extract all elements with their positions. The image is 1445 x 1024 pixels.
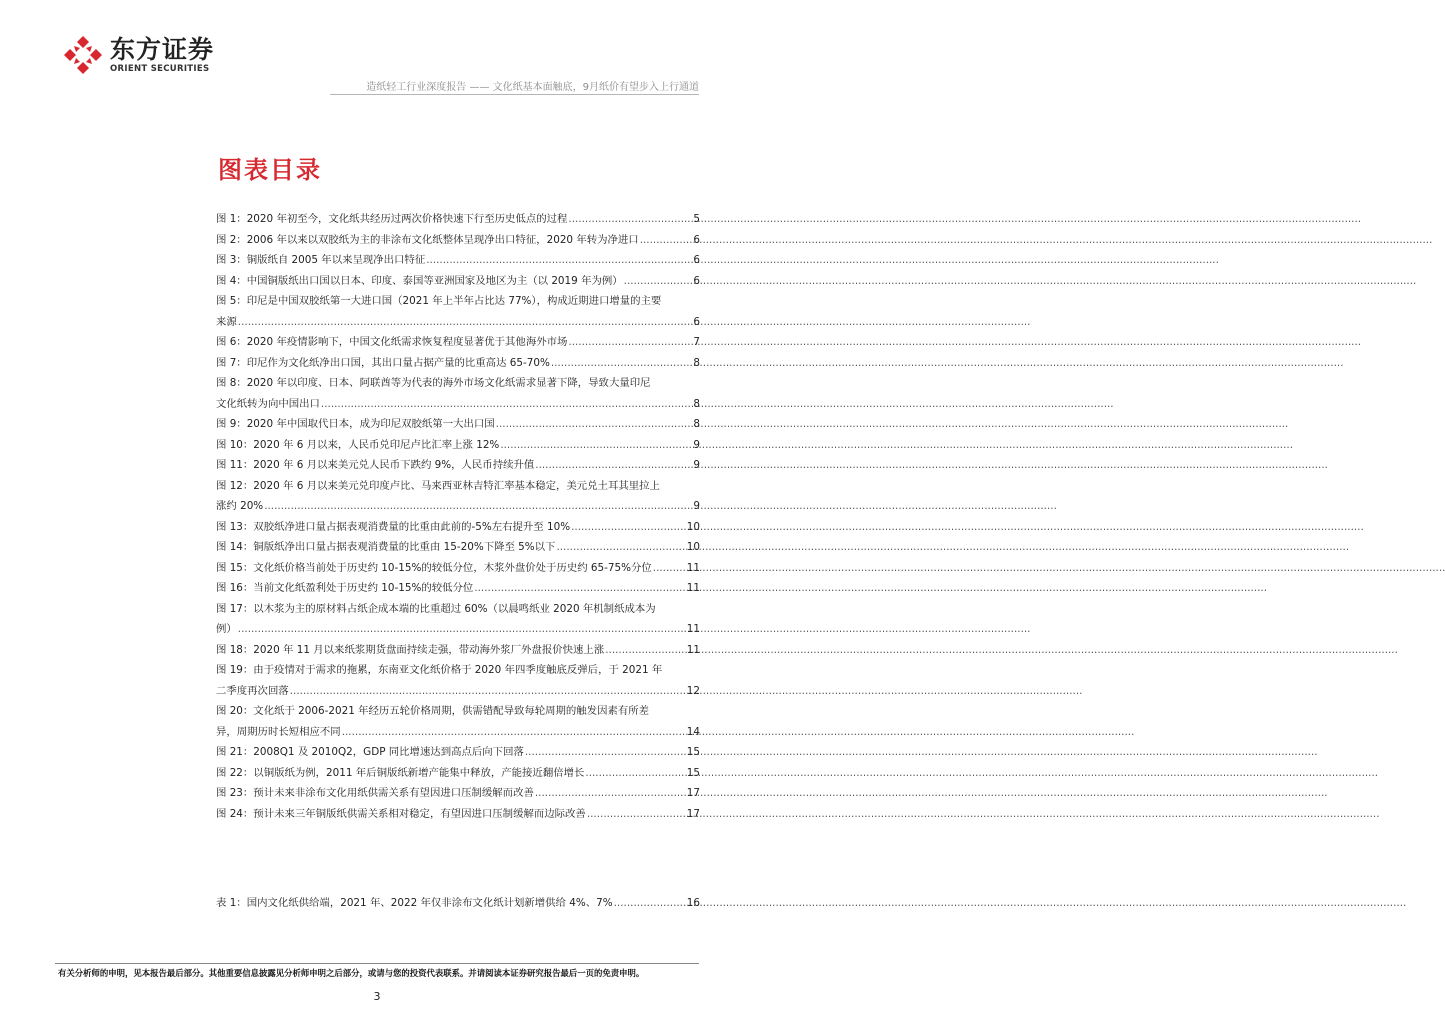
dot-leader [321, 394, 692, 415]
toc-entry[interactable] [216, 250, 700, 271]
toc-entry-page: 10 [686, 541, 700, 553]
toc-entry-text-line1: 图 17：以木浆为主的原材料占纸企成本端的比重超过 60%（以晨鸣纸业 2020 年机制纸成本为 [216, 602, 656, 615]
toc-entry-page: 6 [693, 254, 700, 266]
toc-entry[interactable] [216, 209, 700, 230]
toc-entry-text: 图 1：2020 年初至今，文化纸共经历过两次价格快速下行至历史低点的过程 [216, 213, 568, 225]
toc-entry[interactable] [216, 893, 700, 914]
toc-entry-page: 12 [686, 684, 700, 697]
dot-leader [496, 414, 693, 435]
dot-leader [535, 455, 692, 476]
toc-entry-text: 图 11：2020 年 6 月以来美元兑人民币下跌约 9%，人民币持续升值 [216, 459, 535, 471]
toc-entry-text: 图 18：2020 年 11 月以来纸浆期货盘面持续走强，带动海外浆厂外盘报价快速上涨 [216, 643, 605, 656]
toc-entry-text: 图 16：当前文化纸盈利处于历史约 10-15%的较低分位 [216, 582, 474, 594]
toc-entry-text: 文化纸转为向中国出口 [216, 397, 320, 410]
toc-entry-page: 9 [693, 500, 700, 512]
toc-entry[interactable] [216, 332, 700, 353]
toc-entry-text: 图 7：印尼作为文化纸净出口国，其出口量占据产量的比重高达 65-70% [216, 356, 550, 369]
dot-leader [587, 804, 686, 825]
toc-entry-page: 6 [693, 315, 700, 328]
toc-entry[interactable] [216, 476, 700, 517]
toc-entry-text: 图 23：预计未来非涂布文化用纸供需关系有望因进口压制缓解而改善 [216, 787, 534, 799]
toc-entry[interactable] [216, 783, 700, 804]
toc-entry-page: 16 [686, 897, 700, 909]
toc-entry-page: 10 [686, 520, 700, 533]
toc-entry[interactable] [216, 578, 700, 599]
dot-leader [525, 742, 686, 763]
dot-leader [653, 558, 686, 579]
toc-entry[interactable] [216, 455, 700, 476]
brand-name-cn: 东方证券 [110, 35, 215, 64]
toc-entry-text-line1: 图 5：印尼是中国双胶纸第一大进口国（2021 年上半年占比达 77%），构成近期进口增量的主要 [216, 295, 662, 307]
toc-entry-text: 异，周期历时长短相应不同 [216, 725, 341, 738]
dot-leader [585, 763, 685, 784]
toc-entry-page: 14 [686, 725, 700, 738]
toc-entry-text: 来源 [216, 315, 237, 328]
toc-entry-text: 图 4：中国铜版纸出口国以日本、印度、泰国等亚洲国家及地区为主（以 2019 年为例） [216, 274, 623, 287]
orient-securities-logo-icon [62, 34, 104, 76]
toc-entry-text: 涨约 20% [216, 500, 264, 512]
toc-entry[interactable] [216, 271, 700, 292]
toc-entry-text-line1: 图 12：2020 年 6 月以来美元兑印度卢比、马来西亚林吉特汇率基本稳定，美元兑土耳其里拉上 [216, 479, 660, 492]
toc-entry[interactable] [216, 414, 700, 435]
dot-leader [624, 271, 693, 292]
toc-entry-page: 17 [686, 807, 700, 820]
toc-entry-page: 15 [686, 746, 700, 758]
toc-entry-page: 8 [693, 418, 700, 430]
toc-entry-text: 图 24：预计未来三年铜版纸供需关系相对稳定，有望因进口压制缓解而边际改善 [216, 807, 586, 820]
toc-entry-text: 图 10：2020 年 6 月以来，人民币兑印尼卢比汇率上涨 12% [216, 438, 500, 451]
toc-entry-page: 15 [686, 766, 700, 779]
dot-leader [264, 496, 692, 517]
toc-entry-text-line1: 图 8：2020 年以印度、日本、阿联酋等为代表的海外市场文化纸需求显著下降，导致大量印尼 [216, 377, 651, 389]
toc-entry-text: 图 2：2006 年以来以双胶纸为主的非涂布文化纸整体呈现净出口特征，2020 年转为净进口 [216, 233, 639, 246]
toc-entry[interactable] [216, 291, 700, 332]
dot-leader [535, 783, 686, 804]
toc-entry-page: 7 [693, 336, 700, 348]
section-title: 图表目录 [218, 156, 322, 184]
toc-entry-page: 11 [686, 582, 700, 594]
toc-entry[interactable] [216, 763, 700, 784]
dot-leader [500, 435, 692, 456]
header-divider [330, 94, 699, 95]
dot-leader [614, 893, 686, 914]
toc-entry[interactable] [216, 558, 700, 579]
toc-entry[interactable] [216, 537, 700, 558]
toc-entry-page: 11 [686, 623, 700, 635]
toc-entry-page: 11 [686, 561, 700, 574]
toc-entry-text: 二季度再次回落 [216, 684, 289, 697]
dot-leader [640, 230, 693, 251]
toc-entry-page: 8 [693, 356, 700, 369]
report-header-line: 造纸轻工行业深度报告 —— 文化纸基本面触底，9月纸价有望步入上行通道 [366, 82, 699, 93]
toc-entry[interactable] [216, 742, 700, 763]
dot-leader [571, 517, 686, 538]
dot-leader [474, 578, 685, 599]
dot-leader [426, 250, 692, 271]
toc-entry-page: 11 [686, 643, 700, 656]
toc-entry-page: 9 [693, 459, 700, 471]
toc-entry[interactable] [216, 230, 700, 251]
brand-name-en: ORIENT SECURITIES [110, 64, 210, 74]
toc-entry-text: 图 9：2020 年中国取代日本，成为印尼双胶纸第一大出口国 [216, 418, 495, 430]
toc-entry[interactable] [216, 640, 700, 661]
table-toc [216, 893, 700, 914]
toc-entry-text: 图 6：2020 年疫情影响下，中国文化纸需求恢复程度显著优于其他海外市场 [216, 336, 568, 348]
toc-entry-page: 9 [693, 438, 700, 451]
toc-entry-page: 6 [693, 274, 700, 287]
dot-leader [568, 209, 692, 230]
toc-entry-text: 表 1：国内文化纸供给端，2021 年、2022 年仅非涂布文化纸计划新增供给 4%、7% [216, 897, 613, 909]
toc-entry-text-line1: 图 19：由于疫情对于需求的拖累，东南亚文化纸价格于 2020 年四季度触底反弹后，于 2021 年 [216, 664, 663, 676]
toc-entry-page: 6 [693, 233, 700, 246]
page-number: 3 [373, 990, 381, 1003]
toc-entry-text-line1: 图 20：文化纸于 2006-2021 年经历五轮价格周期，供需错配导致每轮周期的触发因素有所差 [216, 705, 650, 717]
footer-divider [55, 963, 699, 964]
figure-toc [216, 209, 700, 824]
dot-leader [238, 312, 693, 333]
dot-leader [605, 640, 686, 661]
company-logo [62, 34, 214, 76]
toc-entry[interactable] [216, 353, 700, 374]
dot-leader [568, 332, 692, 353]
dot-leader [342, 722, 686, 743]
toc-entry[interactable] [216, 373, 700, 414]
toc-entry[interactable] [216, 599, 700, 640]
toc-entry-page: 5 [693, 213, 700, 225]
dot-leader [238, 619, 686, 640]
toc-entry-text: 图 15：文化纸价格当前处于历史约 10-15%的较低分位，木浆外盘价处于历史约 65-75%分位 [216, 561, 652, 574]
toc-entry-text: 图 14：铜版纸净出口量占据表观消费量的比重由 15-20%下降至 5%以下 [216, 541, 556, 553]
toc-entry-text: 图 13：双胶纸净进口量占据表观消费量的比重由此前的-5%左右提升至 10% [216, 520, 571, 533]
toc-entry[interactable] [216, 660, 700, 701]
toc-entry-text: 例） [216, 623, 237, 635]
toc-entry-text: 图 3：铜版纸自 2005 年以来呈现净出口特征 [216, 254, 426, 266]
toc-entry[interactable] [216, 701, 700, 742]
toc-entry-text: 图 22：以铜版纸为例，2011 年后铜版纸新增产能集中释放，产能接近翻倍增长 [216, 766, 585, 779]
dot-leader [290, 681, 686, 702]
dot-leader [556, 537, 685, 558]
toc-entry[interactable] [216, 804, 700, 825]
toc-entry[interactable] [216, 517, 700, 538]
toc-entry-text: 图 21：2008Q1 及 2010Q2，GDP 同比增速达到高点后向下回落 [216, 746, 524, 758]
toc-entry[interactable] [216, 435, 700, 456]
footer-disclaimer: 有关分析师的申明，见本报告最后部分。其他重要信息披露见分析师申明之后部分，或请与您的投资代表联系。并请阅读本证券研究报告最后一页的免责申明。 [58, 968, 645, 978]
dot-leader [551, 353, 693, 374]
toc-entry-page: 8 [693, 397, 700, 410]
toc-entry-page: 17 [686, 787, 700, 799]
